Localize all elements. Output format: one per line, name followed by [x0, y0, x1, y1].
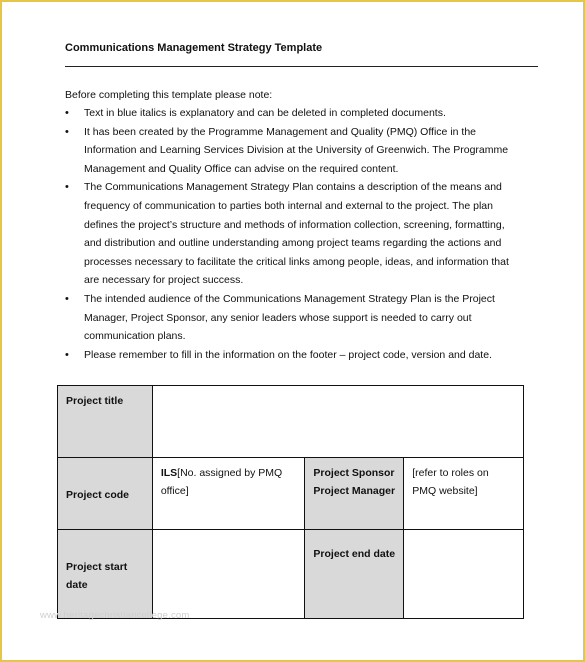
table-row: [58, 458, 524, 530]
end-date-label-cell: [305, 530, 404, 619]
project-title-field[interactable]: [152, 386, 523, 458]
project-code-prefix: ILS: [160, 467, 178, 479]
notes-list: [65, 104, 525, 364]
note-item: • Text in blue italics is explanatory and can be deleted in completed documents.: [65, 104, 525, 123]
project-code-label: Project code: [66, 489, 130, 501]
table-row: [58, 386, 524, 458]
project-start-date-label: Project start date: [66, 561, 128, 591]
project-info-table: [57, 385, 524, 619]
project-end-date-field[interactable]: [404, 530, 524, 619]
title-divider: [65, 66, 538, 67]
project-code-label-cell: [58, 458, 153, 530]
note-item: • The intended audience of the Communications Management Strategy Plan is the Project Manager, Project Sponsor, any senior leaders whose support is needed to carry out communication plans.: [65, 290, 525, 346]
sponsor-manager-field[interactable]: [refer to roles on PMQ website]: [404, 458, 524, 530]
project-end-date-label: Project end date: [313, 548, 396, 560]
project-code-hint: [No. assigned by PMQ office]: [160, 467, 283, 497]
intro-text: Before completing this template please note:: [65, 89, 273, 101]
note-item: • The Communications Management Strategy Plan contains a description of the means and frequency of communication to parties both internal and external to the project. The plan defines the project’s structure and methods of information collection, screening, formatting, and distribution and outline understanding among project teams regarding the actions and processes necessary to facilitate the critical links among people, ideas, and information that are necessary for project success.: [65, 178, 525, 290]
table-row: [58, 530, 524, 619]
note-item: • It has been created by the Programme Management and Quality (PMQ) Office in the Information and Learning Services Division at the University of Greenwich. The Programme Management and Quality Office can advise on the required content.: [65, 123, 525, 179]
project-start-date-field[interactable]: [152, 530, 305, 619]
watermark-text: www.heritagechristiancollege.com: [40, 610, 190, 621]
project-code-field[interactable]: [152, 458, 305, 530]
project-sponsor-label: Project Sponsor: [313, 467, 395, 479]
document-title: Communications Management Strategy Template: [65, 42, 323, 54]
sponsor-manager-label-cell: [305, 458, 404, 530]
project-title-label: Project title: [58, 386, 153, 458]
project-manager-label: Project Manager: [313, 485, 396, 497]
note-item: • Please remember to fill in the information on the footer – project code, version and date.: [65, 346, 525, 365]
start-date-label-cell: [58, 530, 153, 619]
